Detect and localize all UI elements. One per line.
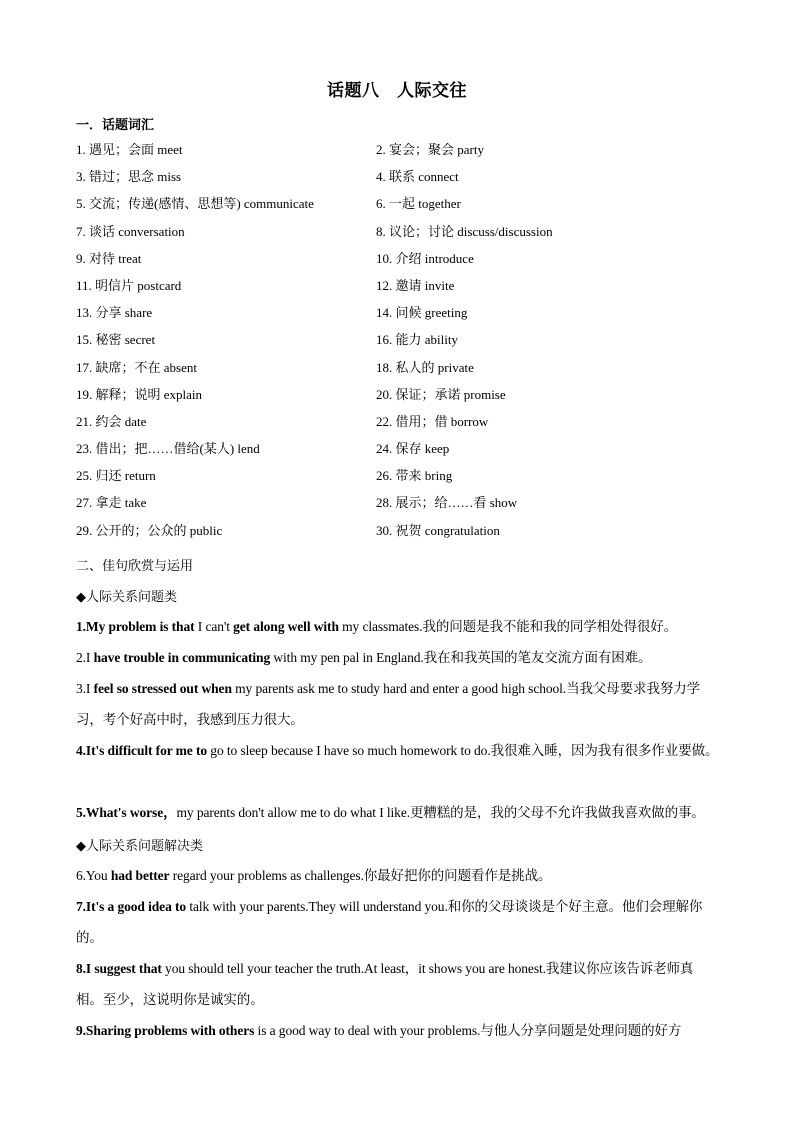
vocab-row (76, 193, 736, 220)
sentence-2: 2.I have trouble in communicating with my pen pal in England.我在和我英国的笔友交流方面有困难。 (76, 650, 652, 665)
sentence-6: 6.You had better regard your problems as challenges.你最好把你的问题看作是挑战。 (76, 868, 552, 883)
vocab-item: 23. 借出；把……借给(某人) lend (76, 441, 260, 457)
vocab-item: 22. 借用；借 borrow (376, 413, 489, 429)
vocab-list (76, 139, 736, 547)
vocab-row (76, 275, 736, 302)
vocab-item: 14. 问候 greeting (376, 305, 468, 321)
vocab-item: 15. 秘密 secret (76, 332, 156, 348)
vocab-item: 10. 介绍 introduce (376, 250, 474, 266)
vocab-item: 5. 交流；传递(感情、思想等) communicate (76, 196, 314, 212)
sentence-4: 4.It's difficult for me to go to sleep because I have so much homework to do.我很难入睡，因为我有很多作业要做。 (76, 743, 719, 758)
vocab-item: 6. 一起 together (376, 196, 461, 212)
vocab-row (76, 411, 736, 438)
vocab-item: 26. 带来 bring (376, 468, 453, 484)
vocab-row (76, 221, 736, 248)
vocab-item: 16. 能力 ability (376, 332, 458, 348)
section1-heading: 一．话题词汇 (76, 117, 155, 132)
vocab-row (76, 438, 736, 465)
vocab-row (76, 329, 736, 356)
vocab-item: 29. 公开的；公众的 public (76, 522, 223, 538)
vocab-item: 28. 展示；给……看 show (376, 495, 518, 511)
vocab-row (76, 465, 736, 492)
vocab-item: 17. 缺席；不在 absent (76, 359, 197, 375)
sentence-5: 5.What's worse，my parents don't allow me to do what I like.更糟糕的是，我的父母不允许我做我喜欢做的事。 (76, 805, 705, 820)
vocab-row (76, 139, 736, 166)
sentence-1: 1.My problem is that I can't get along well with my classmates.我的问题是我不能和我的同学相处得很好。 (76, 619, 678, 634)
subheading-problems: ◆人际关系问题类 (76, 589, 177, 604)
sentence-8: 8.I suggest that you should tell your teacher the truth.At least，it shows you are honest.我建议你应该告诉老师真相。至少，这说明你是诚实的。 (76, 961, 694, 1007)
sentence-9: 9.Sharing problems with others is a good way to deal with your problems.与他人分享问题是处理问题的好方 (76, 1023, 682, 1038)
vocab-row (76, 302, 736, 329)
vocab-row (76, 520, 736, 547)
vocab-item: 24. 保存 keep (376, 441, 450, 457)
vocab-item: 20. 保证；承诺 promise (376, 386, 506, 402)
subheading-solutions: ◆人际关系问题解决类 (76, 838, 203, 853)
vocab-item: 13. 分享 share (76, 305, 153, 321)
vocab-item: 11. 明信片 postcard (76, 277, 182, 293)
vocab-item: 9. 对待 treat (76, 250, 142, 266)
vocab-item: 21. 约会 date (76, 413, 147, 429)
vocab-item: 19. 解释；说明 explain (76, 386, 203, 402)
vocab-item: 8. 议论；讨论 discuss/discussion (376, 223, 553, 239)
vocab-item: 2. 宴会；聚会 party (376, 142, 484, 157)
sentence-7: 7.It's a good idea to talk with your parents.They will understand you.和你的父母谈谈是个好主意。他们会理解你的。 (76, 899, 703, 945)
vocab-item: 18. 私人的 private (376, 359, 474, 375)
vocab-item: 1. 遇见；会面 meet (76, 142, 183, 157)
vocab-item: 25. 归还 return (76, 468, 156, 484)
vocab-row (76, 357, 736, 384)
vocab-item: 27. 拿走 take (76, 495, 147, 511)
vocab-item: 3. 错过；思念 miss (76, 169, 182, 185)
vocab-item: 4. 联系 connect (376, 169, 459, 185)
vocab-item: 12. 邀请 invite (376, 277, 455, 293)
page-title: 话题八 人际交往 (327, 81, 467, 100)
vocab-row (76, 384, 736, 411)
vocab-item: 7. 谈话 conversation (76, 223, 185, 239)
section2-heading: 二、佳句欣赏与运用 (76, 558, 194, 573)
vocab-item: 30. 祝贺 congratulation (376, 522, 500, 538)
vocab-row (76, 248, 736, 275)
vocab-row (76, 166, 736, 193)
sentence-3: 3.I feel so stressed out when my parents ask me to study hard and enter a good high school.当我父母要求我努力学习，考个好高中时，我感到压力很大。 (76, 681, 701, 727)
vocab-row (76, 492, 736, 519)
